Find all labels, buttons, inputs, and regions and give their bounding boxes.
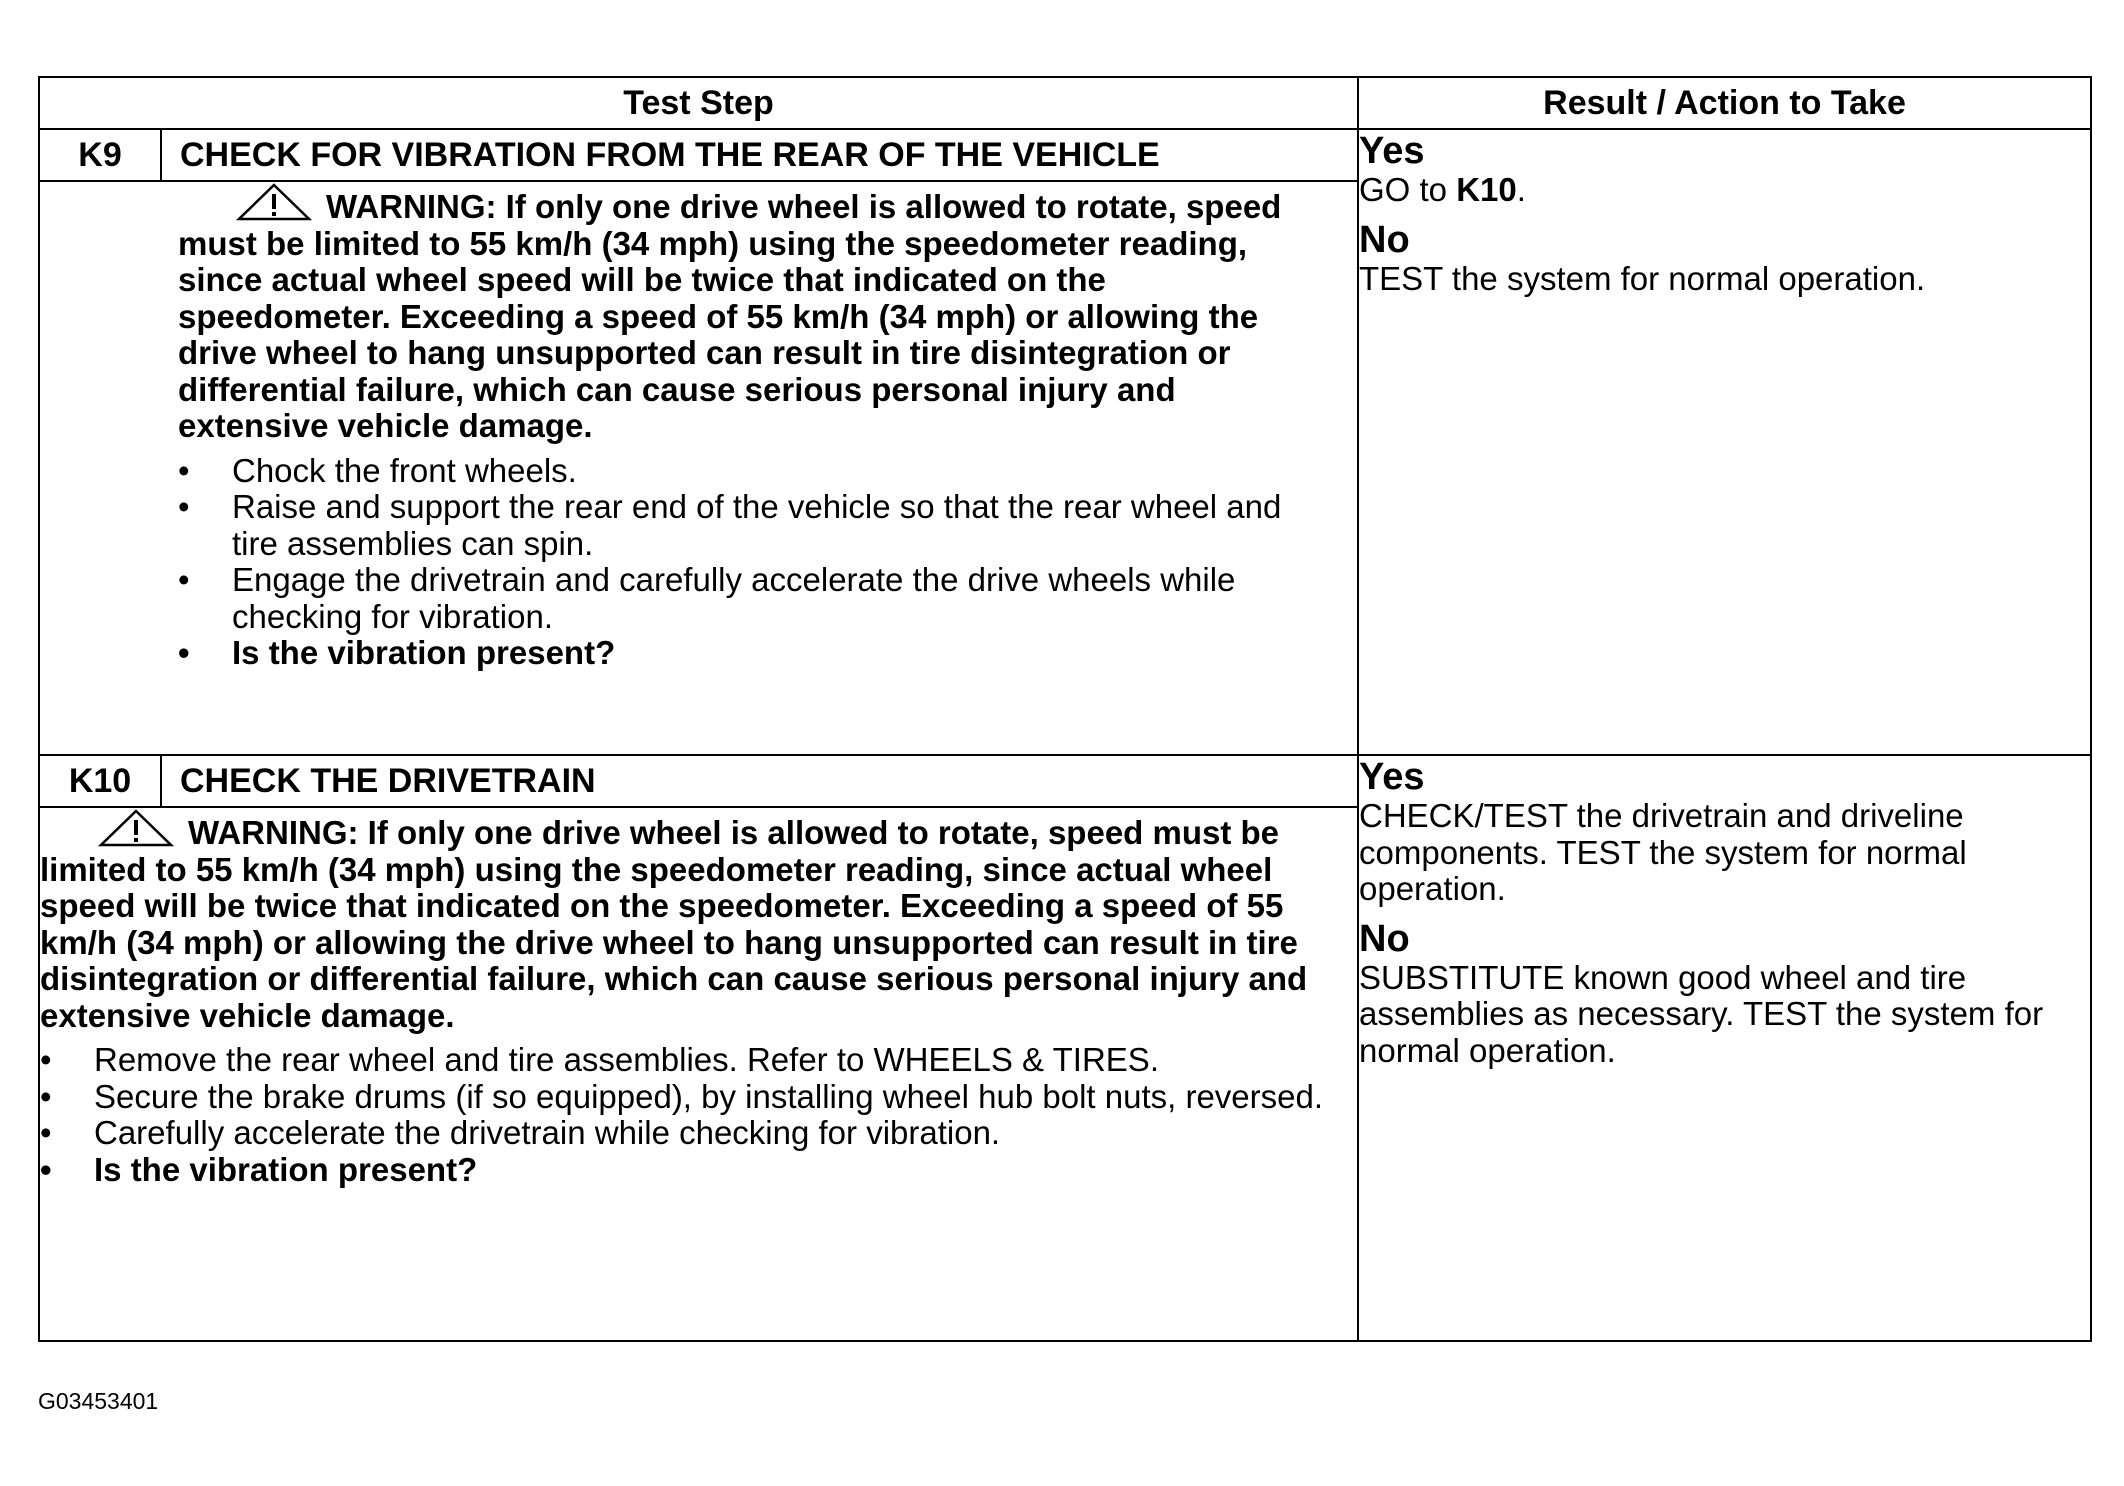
figure-id: G03453401 bbox=[38, 1388, 159, 1414]
goto-step-ref: K10 bbox=[1456, 171, 1517, 208]
step-question: • Is the vibration present? bbox=[178, 635, 1297, 672]
result-cell bbox=[1358, 755, 2091, 1341]
warning-triangle-icon bbox=[236, 182, 312, 222]
diagnostic-table bbox=[38, 76, 2092, 1342]
yes-label: Yes bbox=[1359, 130, 1425, 172]
header-test-step: Test Step bbox=[39, 77, 1358, 129]
list-item: • Raise and support the rear end of the vehicle so that the rear wheel and tire assemblies can spin. bbox=[178, 489, 1297, 562]
no-action: SUBSTITUTE known good wheel and tire assemblies as necessary. TEST the system for normal operation. bbox=[1359, 958, 2044, 1069]
list-item: • Secure the brake drums (if so equipped), by installing wheel hub bolt nuts, reversed. bbox=[40, 1079, 1357, 1116]
step-id: K9 bbox=[40, 130, 162, 180]
step-id: K10 bbox=[40, 756, 162, 806]
procedure-list bbox=[40, 1042, 1357, 1188]
table-header-row bbox=[39, 77, 2091, 129]
yes-label: Yes bbox=[1359, 756, 1425, 798]
step-title-cell bbox=[39, 129, 1358, 181]
step-title-row bbox=[39, 755, 2091, 807]
warning-text-block bbox=[178, 182, 1297, 445]
warning-triangle-icon bbox=[98, 808, 174, 848]
no-action: TEST the system for normal operation. bbox=[1359, 259, 1926, 297]
step-question: • Is the vibration present? bbox=[40, 1152, 1357, 1189]
header-result-action: Result / Action to Take bbox=[1358, 77, 2091, 129]
step-body-cell bbox=[39, 181, 1358, 755]
step-title-row bbox=[39, 129, 2091, 181]
no-label: No bbox=[1359, 917, 1410, 960]
warning-text-block bbox=[40, 808, 1357, 1034]
warning-text: WARNING: If only one drive wheel is allowed to rotate, speed must be limited to 55 km/h (34 mph) using the speedometer reading, since actual wheel speed will be twice that indicated on the speedometer. Exceeding a speed of 55 km/h (34 mph) or allowing the drive wheel to hang unsupported can result in tire disintegration or differential failure, which can cause serious personal injury and extensive vehicle damage. bbox=[178, 188, 1282, 444]
yes-action: GO to K10. bbox=[1359, 171, 1526, 208]
procedure-list bbox=[178, 453, 1297, 672]
step-title: CHECK FOR VIBRATION FROM THE REAR OF THE VEHICLE bbox=[180, 135, 1160, 174]
list-item: • Carefully accelerate the drivetrain while checking for vibration. bbox=[40, 1115, 1357, 1152]
step-body-cell bbox=[39, 807, 1358, 1341]
list-item: • Remove the rear wheel and tire assemblies. Refer to WHEELS & TIRES. bbox=[40, 1042, 1357, 1079]
no-label: No bbox=[1359, 218, 1410, 261]
warning-text: WARNING: If only one drive wheel is allowed to rotate, speed must be limited to 55 km/h (34 mph) using the speedometer reading, since actual wheel speed will be twice that indicated on the speedometer. Exceeding a speed of 55 km/h (34 mph) or allowing the drive wheel to hang unsupported can result in tire disintegration or differential failure, which can cause serious personal injury and extensive vehicle damage. bbox=[40, 814, 1308, 1034]
step-title-cell bbox=[39, 755, 1358, 807]
list-item: • Chock the front wheels. bbox=[178, 453, 1297, 490]
result-cell bbox=[1358, 129, 2091, 755]
step-title: CHECK THE DRIVETRAIN bbox=[180, 761, 596, 800]
yes-action: CHECK/TEST the drivetrain and driveline components. TEST the system for normal operation. bbox=[1359, 797, 1967, 907]
list-item: • Engage the drivetrain and carefully accelerate the drive wheels while checking for vibration. bbox=[178, 562, 1297, 635]
